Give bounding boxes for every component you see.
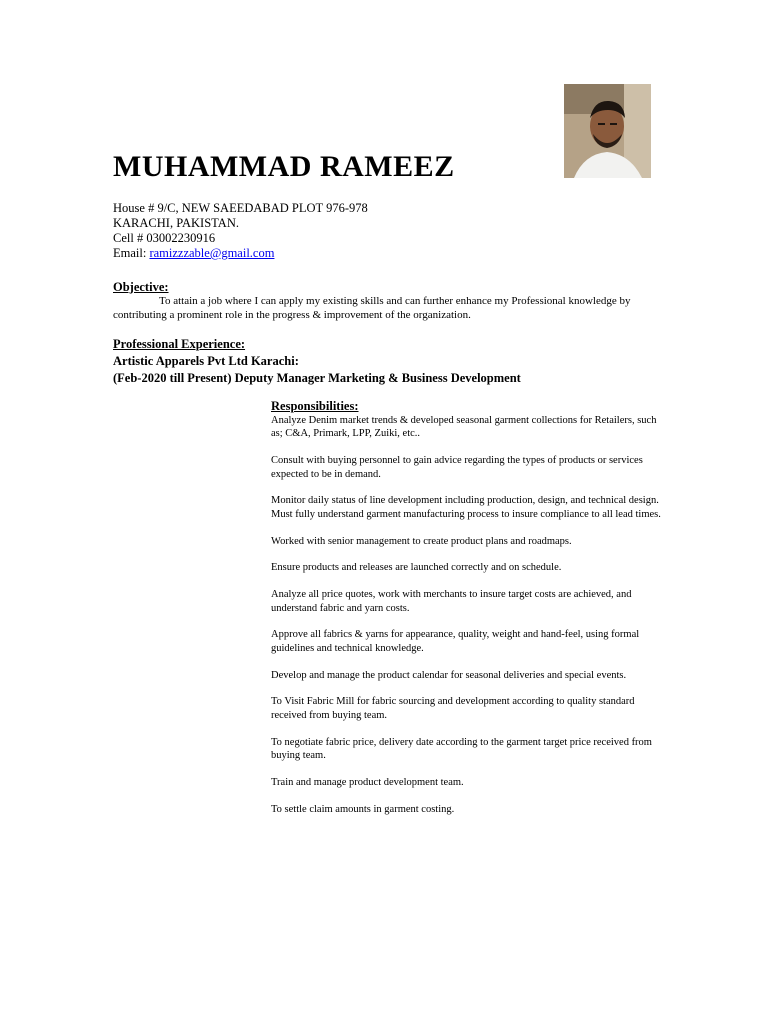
email-link[interactable]: ramizzzable@gmail.com xyxy=(149,246,275,260)
responsibility-item: Develop and manage the product calendar for seasonal deliveries and special events. xyxy=(271,669,627,681)
responsibility-item: Approve all fabrics & yarns for appearance, quality, weight and hand-feel, using formal guidelines and technical knowledge. xyxy=(271,629,640,654)
company-name: Artistic Apparels Pvt Ltd Karachi: xyxy=(113,354,299,368)
responsibility-item: Monitor daily status of line development including production, design, and technical design. Must fully understand garment manufacturing process to insure compliance to all lead times. xyxy=(271,495,661,520)
responsibilities-list xyxy=(271,414,663,829)
responsibility-item: To settle claim amounts in garment costing. xyxy=(271,803,455,815)
responsibility-item: To Visit Fabric Mill for fabric sourcing and development according to quality standard received from buying team. xyxy=(271,696,635,721)
responsibility-item: Train and manage product development team. xyxy=(271,776,464,788)
email-label: Email: xyxy=(113,246,150,260)
responsibilities-heading: Responsibilities: xyxy=(271,399,359,413)
responsibility-item: Worked with senior management to create product plans and roadmaps. xyxy=(271,535,572,547)
email-row xyxy=(113,246,368,261)
responsibility-item: Analyze Denim market trends & developed seasonal garment collections for Retailers, such as; C&A, Primark, LPP, Zuiki, etc.. xyxy=(271,415,657,440)
objective-body: To attain a job where I can apply my existing skills and can further enhance my Professional knowledge by contributing a prominent role in the progress & improvement of the organization. xyxy=(113,295,631,321)
cell-number: Cell # 03002230916 xyxy=(113,231,216,245)
objective-heading: Objective: xyxy=(113,280,169,294)
responsibility-item: Analyze all price quotes, work with merchants to insure target costs are achieved, and understand fabric and yarn costs. xyxy=(271,589,632,614)
job-block xyxy=(113,353,521,387)
responsibility-item: Consult with buying personnel to gain advice regarding the types of products or services expected to be in demand. xyxy=(271,455,643,480)
candidate-name: MUHAMMAD RAMEEZ xyxy=(113,150,455,183)
responsibility-item: To negotiate fabric price, delivery date according to the garment target price received from buying team. xyxy=(271,736,652,762)
contact-block xyxy=(113,201,368,261)
experience-heading: Professional Experience: xyxy=(113,337,246,351)
responsibility-item: Ensure products and releases are launched correctly and on schedule. xyxy=(271,562,562,574)
job-role: (Feb-2020 till Present) Deputy Manager Marketing & Business Development xyxy=(113,371,521,385)
address-line-2: KARACHI, PAKISTAN. xyxy=(113,216,239,230)
address-line-1: House # 9/C, NEW SAEEDABAD PLOT 976-978 xyxy=(113,201,368,215)
objective-text xyxy=(113,294,653,322)
profile-photo xyxy=(564,84,651,178)
